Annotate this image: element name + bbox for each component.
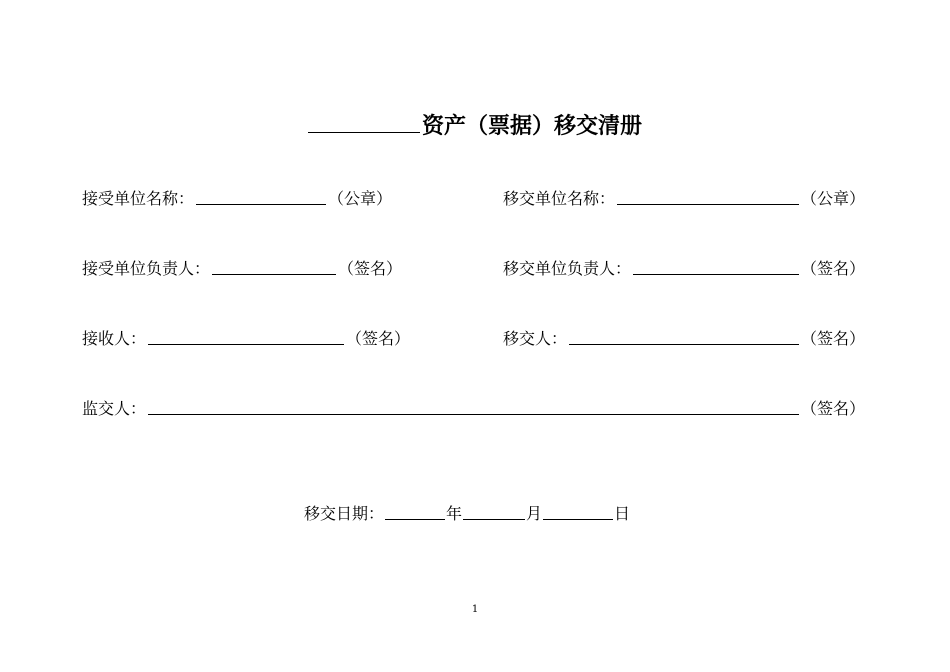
transferrer-field (503, 322, 865, 350)
receiving-unit-head-label: 接受单位负责人： (82, 259, 211, 278)
receiving-unit-name-field (82, 182, 392, 210)
transferrer-sign-note: （签名） (800, 329, 865, 348)
day-line[interactable] (543, 501, 613, 520)
day-label: 日 (614, 504, 631, 523)
receiving-unit-name-label: 接受单位名称： (82, 189, 195, 208)
document-title (0, 108, 950, 144)
supervisor-line[interactable] (148, 396, 799, 415)
transferring-unit-name-seal-note: （公章） (800, 189, 865, 208)
page-number: 1 (471, 604, 479, 615)
transfer-date-label: 移交日期： (304, 504, 385, 523)
transferrer-label: 移交人： (503, 329, 568, 348)
supervisor-sign-note: （签名） (800, 399, 865, 418)
transferring-unit-name-field (503, 182, 865, 210)
title-blank-line[interactable] (308, 108, 420, 133)
supervisor-label: 监交人： (82, 399, 147, 418)
receiver-label: 接收人： (82, 329, 147, 348)
receiving-unit-head-sign-note: （签名） (337, 259, 402, 278)
transferring-unit-head-sign-note: （签名） (800, 259, 865, 278)
year-label: 年 (446, 504, 463, 523)
receiving-unit-head-field (82, 252, 402, 280)
receiver-line[interactable] (148, 326, 344, 345)
month-label: 月 (526, 504, 543, 523)
transferring-unit-name-line[interactable] (617, 186, 799, 205)
receiver-field (82, 322, 410, 350)
receiving-unit-name-seal-note: （公章） (327, 189, 392, 208)
supervisor-field (82, 392, 865, 420)
transferring-unit-head-field (503, 252, 865, 280)
receiving-unit-name-line[interactable] (196, 186, 326, 205)
transferring-unit-head-line[interactable] (633, 256, 799, 275)
transferring-unit-name-label: 移交单位名称： (503, 189, 616, 208)
transferrer-line[interactable] (569, 326, 799, 345)
receiving-unit-head-line[interactable] (212, 256, 336, 275)
title-text: 资产（票据）移交清册 (421, 113, 642, 139)
month-line[interactable] (463, 501, 525, 520)
receiver-sign-note: （签名） (345, 329, 410, 348)
transferring-unit-head-label: 移交单位负责人： (503, 259, 632, 278)
year-line[interactable] (385, 501, 445, 520)
transfer-date-field (304, 499, 630, 525)
